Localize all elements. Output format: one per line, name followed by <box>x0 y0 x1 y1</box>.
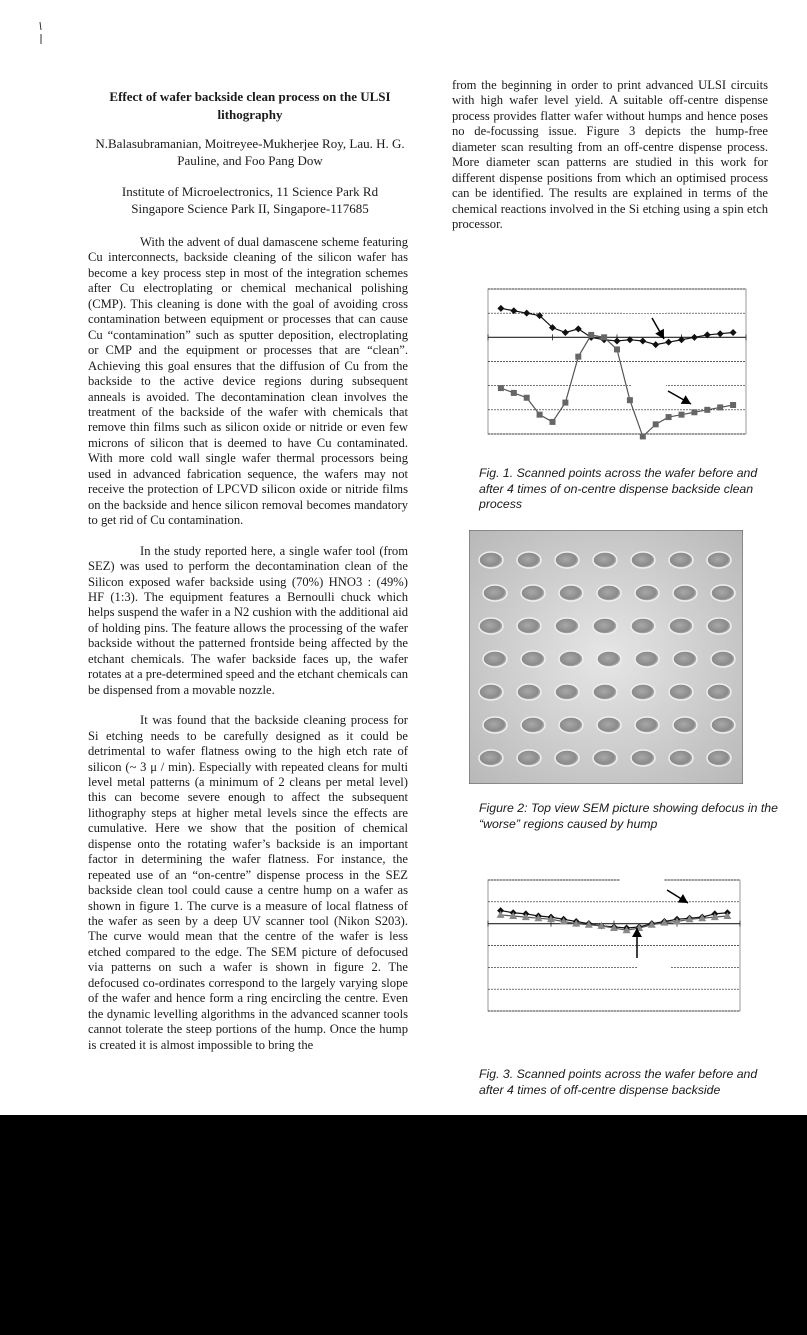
via-pattern-dot <box>559 717 583 733</box>
via-pattern-dot <box>521 585 545 601</box>
via-pattern-dot <box>707 684 731 700</box>
via-pattern-dot <box>593 552 617 568</box>
via-pattern-dot <box>517 552 541 568</box>
data-point <box>691 409 697 415</box>
via-pattern-dot <box>673 717 697 733</box>
annotation-bg <box>632 381 666 397</box>
via-pattern-dot <box>517 618 541 634</box>
via-pattern-dot <box>555 552 579 568</box>
data-point <box>614 346 620 352</box>
via-pattern-dot <box>593 750 617 766</box>
data-point <box>601 334 607 340</box>
via-pattern-dot <box>631 552 655 568</box>
annotation-bg <box>620 878 664 894</box>
via-pattern-dot <box>669 750 693 766</box>
via-pattern-dot <box>593 618 617 634</box>
via-pattern-dot <box>593 684 617 700</box>
left-column <box>88 235 408 1097</box>
data-point <box>537 412 543 418</box>
paragraph-study: In the study reported here, a single wafer tool (from SEZ) was used to perform the decontamination clean of the Silicon exposed wafer backside using (70%) HNO3 : (49%) HF (1:3). The equipment features a Bernoulli chuck which helps suspend the wafer in a N2 cushion with the additional aid of holding pins. The feature allows the processing of the wafer backside without the patterned frontside being affected by the etchant chemicals. The wafer backside faces up, the wafer rotates at a pre-determined speed and the etchant chemicals can be dispensed from a movable nozzle. <box>88 543 408 697</box>
data-point <box>717 404 723 410</box>
via-pattern-dot <box>635 585 659 601</box>
paper-affiliation <box>88 183 412 217</box>
figure-2-sem-image <box>469 530 743 784</box>
via-pattern-dot <box>559 651 583 667</box>
data-point <box>679 412 685 418</box>
via-pattern-dot <box>521 651 545 667</box>
figure-3-caption: Fig. 3. Scanned points across the wafer before and after 4 times of off-centre dispense backside <box>479 1067 758 1097</box>
via-pattern-dot <box>521 717 545 733</box>
via-pattern-dot <box>673 585 697 601</box>
figure-1-chart <box>452 282 772 462</box>
data-point <box>653 421 659 427</box>
via-pattern-dot <box>555 618 579 634</box>
via-pattern-dot <box>707 552 731 568</box>
via-pattern-dot <box>597 717 621 733</box>
data-point <box>730 402 736 408</box>
via-pattern-dot <box>707 750 731 766</box>
via-pattern-dot <box>669 684 693 700</box>
via-pattern-dot <box>631 618 655 634</box>
data-point <box>511 390 517 396</box>
data-point <box>666 414 672 420</box>
via-pattern-dot <box>673 651 697 667</box>
data-point <box>640 433 646 439</box>
via-pattern-dot <box>479 552 503 568</box>
affiliation-line-2: Singapore Science Park II, Singapore-117685 <box>131 201 369 216</box>
figure-3-chart <box>452 868 772 1040</box>
data-point <box>562 400 568 406</box>
via-pattern-dot <box>711 717 735 733</box>
via-pattern-dot <box>711 651 735 667</box>
via-pattern-dot <box>517 684 541 700</box>
data-point <box>575 354 581 360</box>
via-pattern-dot <box>597 585 621 601</box>
right-column-text <box>452 78 768 233</box>
via-pattern-dot <box>597 651 621 667</box>
via-pattern-dot <box>555 684 579 700</box>
figure-1-caption: Fig. 1. Scanned points across the wafer before and after 4 times of on-centre dispense backside clean process <box>479 466 758 511</box>
via-pattern-dot <box>707 618 731 634</box>
paragraph-findings: It was found that the backside cleaning process for Si etching needs to be carefully designed as it could be detrimental to wafer flatness owing to the high etch rate of silicon (~ 3 μ / min). Especially with repeated cleans for multi level metal patterns (a minimum of 2 cleans per metal level) this can become severe enough to affect the subsequent lithography steps at higher metal levels since the effects are cumulative. Here we show that the position of chemical dispense onto the rotating wafer’s backside is an important factor in determining the wafer flatness. For instance, the repeated use of an “on-centre” dispense process in the SEZ backside clean tool could cause a centre hump on a wafer as shown in figure 1. The curve is a measure of local flatness of the wafer as seen by a deep UV scanner tool (Nikon S203). The curve would mean that the centre of the wafer is less etched compared to the edge. The SEM picture of defocused via patterns on such a wafer is shown in figure 2. The defocused co-ordinates correspond to the largely varying slope of the wafer and hence form a ring encircling the centre. Even the dynamic levelling algorithms in the advanced scanner tools cannot tolerate the steep portions of the hump. Once the hump is created it is almost impossible to bring the <box>88 713 408 1052</box>
via-pattern-dot <box>555 750 579 766</box>
via-pattern-dot <box>711 585 735 601</box>
via-pattern-dot <box>483 651 507 667</box>
via-pattern-dot <box>517 750 541 766</box>
data-point <box>550 419 556 425</box>
annotation-bg <box>637 957 671 973</box>
data-point <box>498 385 504 391</box>
scan-mark <box>38 18 44 60</box>
figure-2-caption: Figure 2: Top view SEM picture showing defocus in the “worse” regions caused by hump <box>479 801 778 831</box>
data-point <box>627 397 633 403</box>
via-pattern-dot <box>635 717 659 733</box>
via-pattern-dot <box>479 684 503 700</box>
via-pattern-dot <box>669 618 693 634</box>
annotation-bg <box>622 297 666 313</box>
via-pattern-dot <box>559 585 583 601</box>
data-point <box>704 407 710 413</box>
via-pattern-dot <box>669 552 693 568</box>
via-pattern-dot <box>635 651 659 667</box>
via-pattern-dot <box>631 750 655 766</box>
paragraph-continuation: from the beginning in order to print advanced ULSI circuits with high wafer level yield. A suitable off-centre dispense process provides flatter wafer without humps and hence poses no de-focussing issue. Figure 3 depicts the hump-free diameter scan resulting from an off-centre dispense process. More diameter scan patterns are studied in this work for different dispense positions from which an optimised process can be identified. The results are explained in terms of the chemical reactions involved in the Si etching using a spin etch processor. <box>452 78 768 232</box>
via-pattern-dot <box>483 717 507 733</box>
paragraph-intro: With the advent of dual damascene scheme featuring Cu interconnects, backside cleaning of the silicon wafer has become a key process step in most of the integration schemes after Cu electroplating or chemical mechanical polishing (CMP). This cleaning is done with the goal of avoiding cross contamination between equipment or processes that can cause Cu “contamination” such as sputter deposition, electroplating or CMP and the equipment or processes that are “clean”. Achieving this goal ensures that the diffusion of Cu from the backside to the active device regions during subsequent anneals is avoided. The decontamination clean involves the treatment of the backside of the wafer with chemicals that remove thin films such as silicon oxide or nitride or even few microns of silicon that is deemed to have Cu contaminated. With more cold wall single wafer thermal processors being used in advanced fabrication sequence, the wafers may not receive the protection of LPCVD silicon oxide or nitride films on the backside and hence silicon removal becomes mandatory to get rid of Cu contamination. <box>88 235 408 528</box>
via-pattern-dot <box>483 585 507 601</box>
via-pattern-dot <box>479 618 503 634</box>
data-point <box>524 395 530 401</box>
via-pattern-dot <box>631 684 655 700</box>
affiliation-line-1: Institute of Microelectronics, 11 Science Park Rd <box>121 184 379 199</box>
paper-title: Effect of wafer backside clean process on the ULSI lithography <box>109 89 391 122</box>
via-pattern-dot <box>479 750 503 766</box>
paper-authors: N.Balasubramanian, Moitreyee-Mukherjee Roy, Lau. H. G. Pauline, and Foo Pang Dow <box>95 136 405 168</box>
data-point <box>588 332 594 338</box>
